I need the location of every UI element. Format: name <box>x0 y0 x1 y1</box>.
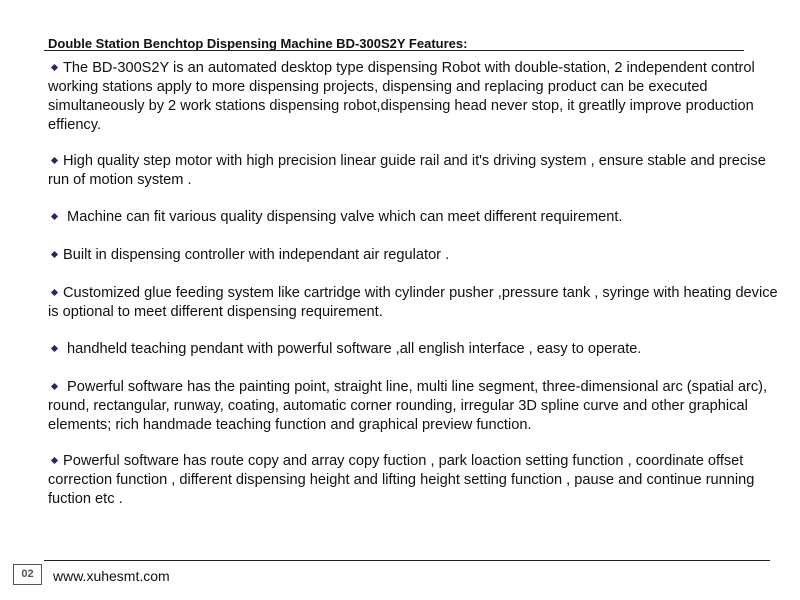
feature-item <box>48 152 778 190</box>
feature-item <box>48 246 778 265</box>
page-number-badge: 02 <box>13 564 42 585</box>
document-title: Double Station Benchtop Dispensing Machine BD-300S2Y Features: <box>48 36 468 51</box>
diamond-bullet-icon <box>51 64 58 71</box>
title-underline <box>44 50 744 51</box>
diamond-bullet-icon <box>51 213 58 220</box>
website-url: www.xuhesmt.com <box>53 568 170 584</box>
feature-item <box>48 59 778 135</box>
feature-text: Powerful software has the painting point, straight line, multi line segment, three-dimensional arc (spatial arc), round, rectangular, runway, coating, automatic corner rounding, irregular 3D spline curve and other graphical elements; rich handmade teaching function and graphical preview function. <box>48 379 768 433</box>
feature-text: Powerful software has route copy and array copy fuction , park loaction setting function , coordinate offset correction function , different dispensing height and lifting height setting function , pause and continue running fuction etc . <box>48 453 755 507</box>
diamond-bullet-icon <box>51 383 58 390</box>
diamond-bullet-icon <box>51 345 58 352</box>
footer-rule <box>44 560 770 561</box>
diamond-bullet-icon <box>51 157 58 164</box>
feature-text: Built in dispensing controller with independant air regulator . <box>63 247 450 263</box>
diamond-bullet-icon <box>51 251 58 258</box>
feature-item <box>48 452 778 509</box>
diamond-bullet-icon <box>51 457 58 464</box>
feature-text: The BD-300S2Y is an automated desktop type dispensing Robot with double-station, 2 independent control working stations apply to more dispensing projects, dispensing and replacing product can be executed simultaneously by 2 work stations dispensing robot,dispensing head never stop, it greatlly improve production effiency. <box>48 60 755 133</box>
feature-item <box>48 284 778 322</box>
diamond-bullet-icon <box>51 289 58 296</box>
feature-text: High quality step motor with high precision linear guide rail and it's driving system , ensure stable and precise run of motion system . <box>48 153 766 188</box>
feature-item <box>48 340 778 359</box>
feature-text: Customized glue feeding system like cartridge with cylinder pusher ,pressure tank , syringe with heating device is optional to meet different dispensing requirement. <box>48 285 778 320</box>
feature-text: handheld teaching pendant with powerful software ,all english interface , easy to operate. <box>63 341 642 357</box>
feature-item <box>48 208 778 227</box>
feature-item <box>48 378 778 435</box>
feature-text: Machine can fit various quality dispensing valve which can meet different requirement. <box>63 209 623 225</box>
